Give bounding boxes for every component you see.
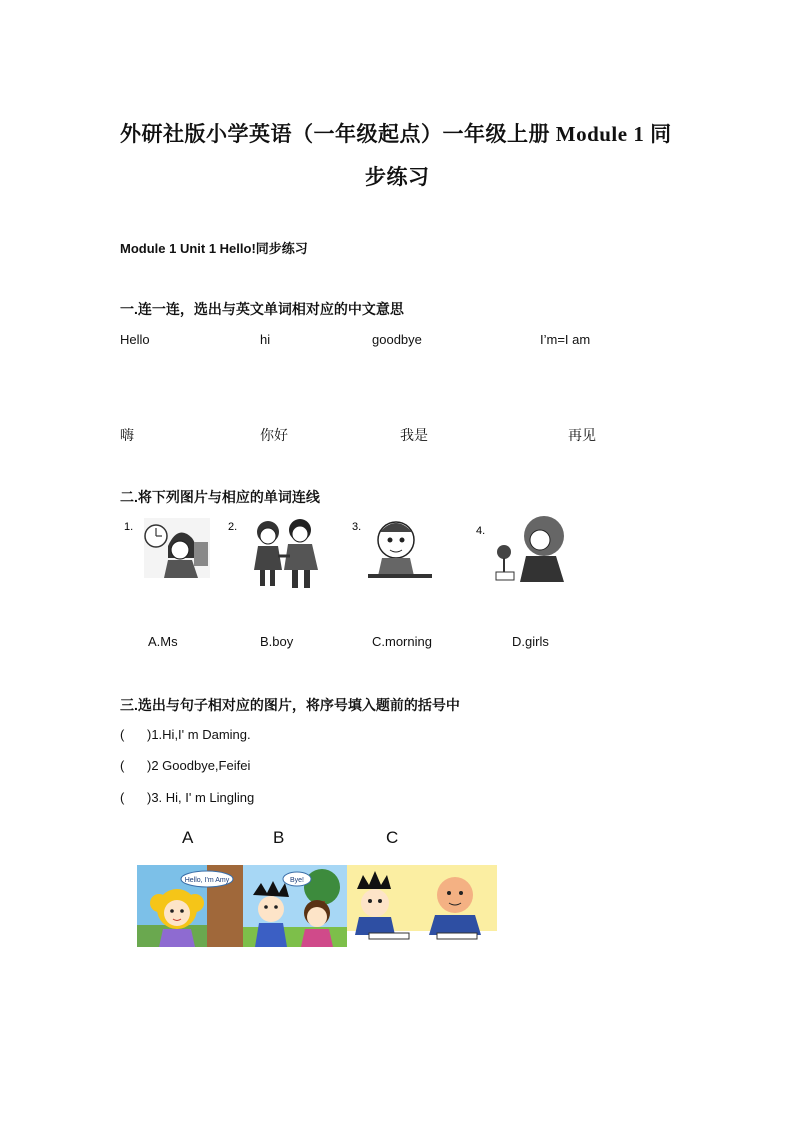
english-word: I’m=I am [540, 332, 591, 347]
chinese-word: 我是 [400, 427, 428, 443]
option-c: C.morning [372, 634, 432, 649]
section2-heading: 二.将下列图片与相应的单词连线 [120, 489, 320, 505]
picture-3-boy [352, 512, 442, 584]
cartoon-strip [137, 865, 497, 947]
chinese-word: 嗨 [120, 427, 134, 443]
picture-number: 4. [476, 525, 486, 537]
section3-heading: 三.选出与句子相对应的图片，将序号填入题前的括号中 [120, 697, 460, 713]
picture-number: 2. [228, 521, 238, 533]
question-1: )1.Hi,I' m Daming. [147, 727, 251, 742]
page-title-line1: 外研社版小学英语（一年级起点）一年级上册 Module 1 同 [120, 122, 672, 146]
question-2: )2 Goodbye,Feifei [147, 758, 251, 773]
english-word: hi [260, 332, 271, 347]
answer-paren: ( [120, 790, 125, 805]
option-d: D.girls [512, 634, 549, 649]
picture-2-boy-girl [228, 512, 328, 592]
speech-bubble-b: Bye! [289, 877, 305, 884]
page-title-line2: 步练习 [365, 165, 430, 189]
picture-label-c: C [386, 828, 399, 847]
speech-bubble-a: Hello, I'm Amy [184, 877, 230, 884]
section1-heading: 一.连一连，选出与英文单词相对应的中文意思 [120, 301, 404, 317]
picture-label-a: A [182, 828, 194, 847]
english-word: goodbye [372, 332, 422, 347]
picture-4-woman [474, 512, 574, 588]
picture-label-b: B [273, 828, 285, 847]
answer-paren: ( [120, 758, 125, 773]
chinese-word: 你好 [260, 427, 288, 443]
answer-paren: ( [120, 727, 125, 742]
option-b: B.boy [260, 634, 294, 649]
picture-number: 1. [124, 521, 134, 533]
chinese-word: 再见 [568, 427, 596, 443]
english-word: Hello [120, 332, 150, 347]
unit-subtitle: Module 1 Unit 1 Hello!同步练习 [120, 241, 308, 256]
option-a: A.Ms [148, 634, 178, 649]
question-3: )3. Hi, I' m Lingling [147, 790, 255, 805]
picture-1-girl-clock [122, 512, 214, 582]
picture-number: 3. [352, 521, 362, 533]
